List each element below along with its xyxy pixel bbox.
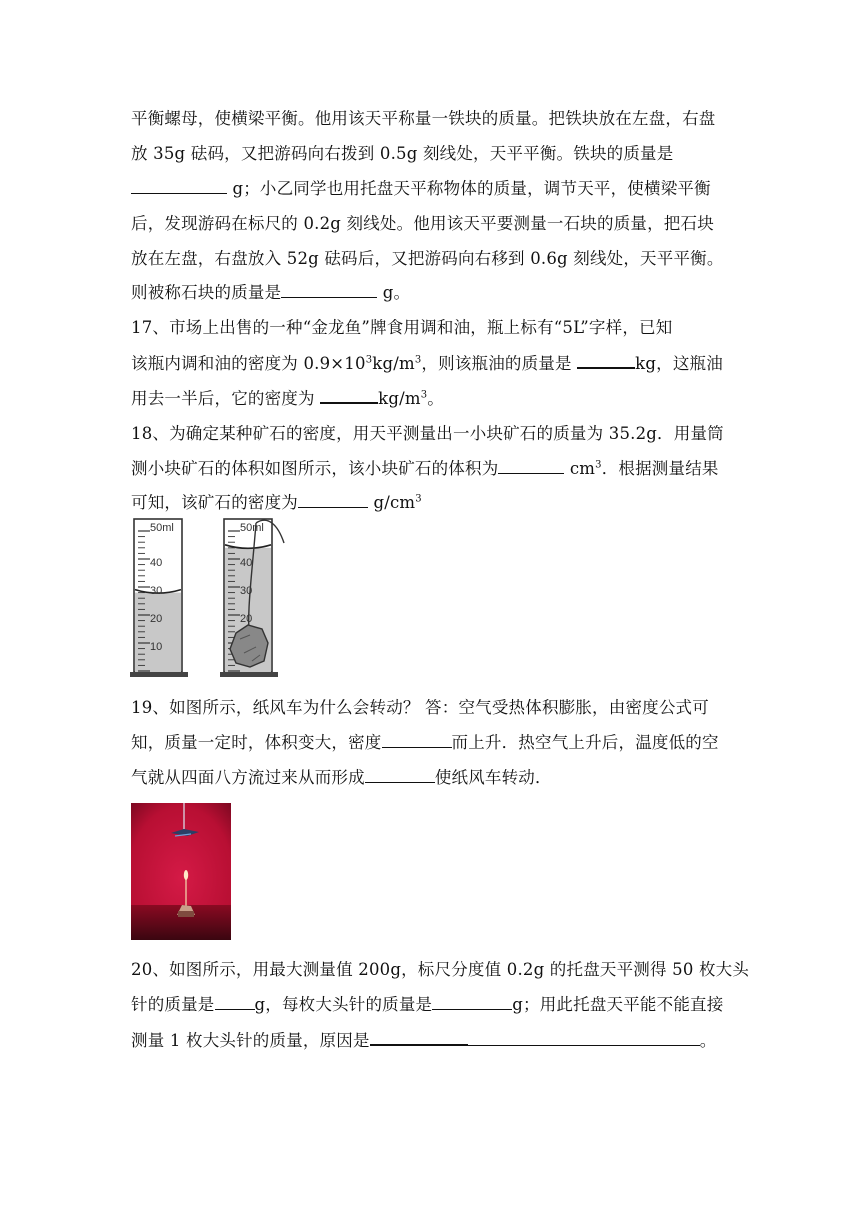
text-line-5 bbox=[131, 248, 724, 270]
cylinder-left-label-20: 20 bbox=[150, 613, 163, 625]
text-run: 20、如图所示，用最大测量值 200g，标尺分度值 0.2g 的托盘天平测得 50 枚大头 bbox=[131, 960, 750, 979]
text-run: 则被称石块的质量是 bbox=[131, 283, 282, 302]
answer-blank bbox=[370, 1029, 468, 1046]
answer-blank bbox=[320, 387, 378, 404]
superscript: 3 bbox=[365, 354, 373, 366]
text-run: kg/m bbox=[378, 389, 421, 408]
superscript: 3 bbox=[420, 389, 428, 401]
text-run: 针的质量是 bbox=[131, 995, 215, 1014]
text-run: g，每枚大头针的质量是 bbox=[254, 995, 433, 1014]
text-run: 而上升．热空气上升后，温度低的空 bbox=[451, 733, 719, 752]
answer-blank bbox=[215, 994, 255, 1010]
question-19-line-1 bbox=[131, 697, 709, 719]
question-17-line-2 bbox=[131, 352, 723, 375]
text-run: 使纸风车转动． bbox=[434, 768, 552, 787]
answer-blank bbox=[498, 458, 564, 474]
text-run: g。 bbox=[377, 283, 411, 302]
cylinder-left-label-10: 10 bbox=[150, 641, 163, 653]
answer-blank bbox=[298, 492, 368, 508]
text-run: 平衡螺母，使横梁平衡。他用该天平称量一铁块的质量。把铁块放在左盘，右盘 bbox=[131, 109, 716, 128]
text-run: g；小乙同学也用托盘天平称物体的质量，调节天平，使横梁平衡 bbox=[227, 179, 711, 198]
text-run: 该瓶内调和油的密度为 0.9×10 bbox=[131, 354, 366, 373]
superscript: 3 bbox=[414, 354, 422, 366]
superscript: 3 bbox=[415, 493, 422, 505]
text-line-2 bbox=[131, 143, 673, 165]
text-line-1 bbox=[131, 108, 716, 130]
answer-blank bbox=[382, 732, 452, 748]
answer-blank bbox=[131, 178, 227, 194]
text-run: 气就从四面八方流过来从而形成 bbox=[131, 768, 365, 787]
question-19-line-3 bbox=[131, 767, 552, 789]
question-18-line-3 bbox=[131, 492, 422, 514]
text-run: 19、如图所示，纸风车为什么会转动？ 答：空气受热体积膨胀，由密度公式可 bbox=[131, 698, 709, 717]
answer-blank bbox=[432, 994, 512, 1010]
question-20-line-3 bbox=[131, 1029, 716, 1052]
text-run: 18、为确定某种矿石的密度，用天平测量出一小块矿石的质量为 35.2g．用量筒 bbox=[131, 424, 724, 443]
text-run: 放 35g 砝码，又把游码向右拨到 0.5g 刻线处，天平平衡。铁块的质量是 bbox=[131, 144, 674, 163]
answer-blank bbox=[365, 767, 435, 783]
text-run: kg，这瓶油 bbox=[635, 354, 723, 373]
text-run: 17、市场上出售的一种“金龙鱼”牌食用调和油，瓶上标有“5L”字样，已知 bbox=[131, 318, 673, 337]
cylinder-right-label-50: 50ml bbox=[240, 522, 264, 534]
text-run: cm bbox=[564, 459, 596, 478]
question-20-line-1 bbox=[131, 959, 749, 981]
cylinder-right-label-30: 30 bbox=[240, 585, 253, 597]
graduated-cylinders-figure bbox=[128, 515, 298, 681]
cylinder-right bbox=[220, 519, 284, 677]
text-run: 测小块矿石的体积如图所示，该小块矿石的体积为 bbox=[131, 459, 499, 478]
text-line-3 bbox=[131, 178, 711, 200]
text-run: ，则该瓶油的质量是 bbox=[421, 354, 578, 373]
answer-blank bbox=[577, 352, 635, 369]
text-run: 可知，该矿石的密度为 bbox=[131, 493, 298, 512]
cylinder-left bbox=[130, 519, 188, 677]
superscript: 3 bbox=[595, 459, 602, 471]
cylinder-right-label-40: 40 bbox=[240, 557, 253, 569]
question-17-line-1 bbox=[131, 317, 672, 339]
text-line-4 bbox=[131, 213, 714, 235]
question-18-line-2 bbox=[131, 458, 719, 480]
answer-blank bbox=[468, 1030, 700, 1046]
text-run: 后，发现游码在标尺的 0.2g 刻线处。他用该天平要测量一石块的质量，把石块 bbox=[131, 214, 714, 233]
answer-blank bbox=[281, 282, 377, 298]
candle-flame bbox=[184, 870, 188, 880]
question-18-line-1 bbox=[131, 423, 724, 445]
question-17-line-3 bbox=[131, 387, 444, 410]
text-run: g/cm bbox=[368, 493, 416, 512]
cylinder-left-label-40: 40 bbox=[150, 557, 163, 569]
cylinder-right-label-20: 20 bbox=[240, 613, 253, 625]
text-run: kg/m bbox=[372, 354, 415, 373]
text-run: 放在左盘，右盘放入 52g 砝码后，又把游码向右移到 0.6g 刻线处，天平平衡。 bbox=[131, 249, 724, 268]
text-run: ．根据测量结果 bbox=[601, 459, 719, 478]
text-run: 。 bbox=[427, 389, 444, 408]
question-20-line-2 bbox=[131, 994, 723, 1016]
pinwheel-photo bbox=[131, 803, 231, 940]
text-run: 。 bbox=[699, 1031, 717, 1050]
text-run: g；用此托盘天平能不能直接 bbox=[512, 995, 724, 1014]
text-run: 测量 1 枚大头针的质量，原因是 bbox=[131, 1031, 370, 1050]
text-run: 用去一半后，它的密度为 bbox=[131, 389, 321, 408]
text-run: 知，质量一定时，体积变大，密度 bbox=[131, 733, 382, 752]
cylinder-left-label-30: 30 bbox=[150, 585, 163, 597]
text-line-6 bbox=[131, 282, 410, 304]
cylinder-left-label-50: 50ml bbox=[150, 522, 174, 534]
question-19-line-2 bbox=[131, 732, 719, 754]
